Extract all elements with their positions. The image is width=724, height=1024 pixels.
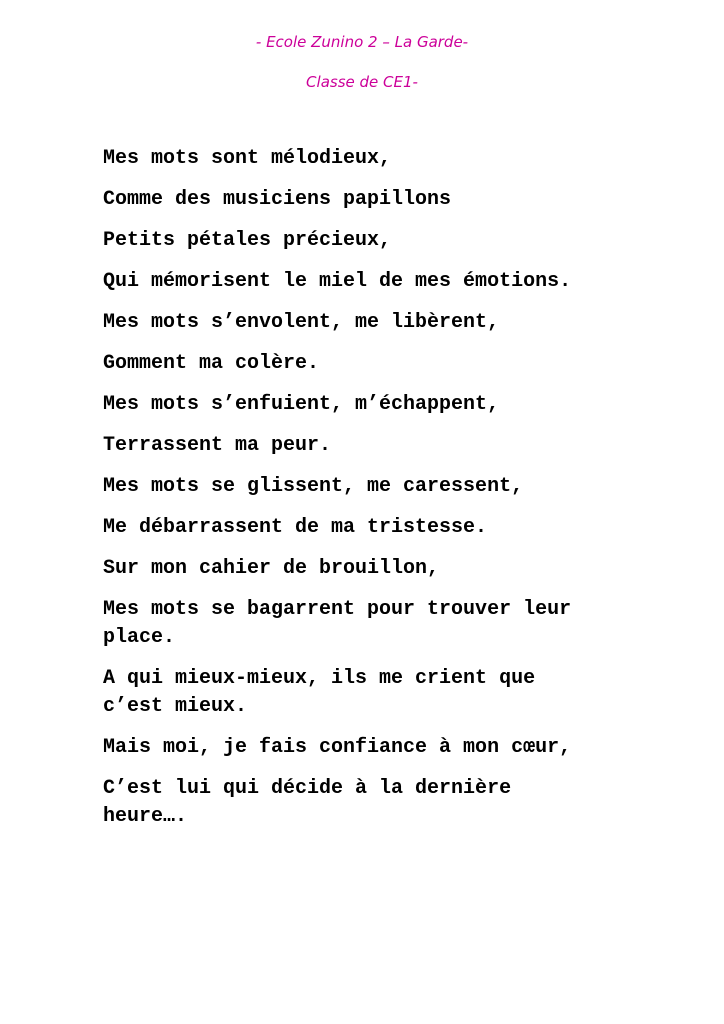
poem-line: Comme des musiciens papillons [103, 188, 452, 211]
school-name-header: - Ecole Zunino 2 – La Garde- [255, 33, 469, 51]
poem-line: Mes mots s’enfuient, m’échappent, [103, 393, 500, 416]
poem-line: Gomment ma colère. [103, 352, 320, 375]
poem-line: Qui mémorisent le miel de mes émotions. [103, 270, 572, 293]
poem-line: Mes mots sont mélodieux, [103, 147, 392, 170]
poem-line: Mais moi, je fais confiance à mon cœur, [103, 736, 572, 759]
poem-line: C’est lui qui décide à la dernière heure…. [103, 777, 512, 828]
poem-line: Terrassent ma peur. [103, 434, 332, 457]
poem-line: A qui mieux-mieux, ils me crient que c’est mieux. [103, 667, 536, 718]
poem-line: Sur mon cahier de brouillon, [103, 557, 440, 580]
poem-line: Me débarrassent de ma tristesse. [103, 516, 488, 539]
poem-line: Mes mots se bagarrent pour trouver leur place. [103, 598, 572, 649]
poem-line: Petits pétales précieux, [103, 229, 392, 252]
poem-line: Mes mots s’envolent, me libèrent, [103, 311, 500, 334]
class-name-header: Classe de CE1- [306, 73, 418, 91]
poem-line: Mes mots se glissent, me caressent, [103, 475, 524, 498]
poem-body [103, 145, 663, 844]
